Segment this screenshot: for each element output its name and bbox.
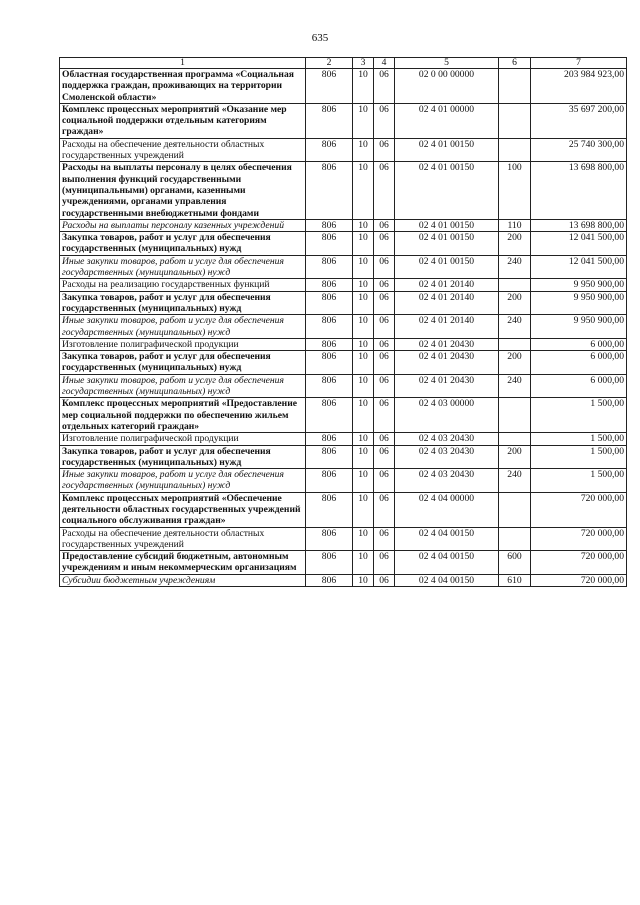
cell-name: Предоставление субсидий бюджетным, автономным учреждениям и иным некоммерческим организациям bbox=[60, 551, 306, 575]
cell-name: Закупка товаров, работ и услуг для обеспечения государственных (муниципальных) нужд bbox=[60, 291, 306, 315]
cell-ved: 806 bbox=[306, 279, 353, 291]
cell-rz: 10 bbox=[353, 232, 374, 256]
table-row bbox=[60, 551, 627, 575]
page-number: 635 bbox=[311, 32, 329, 44]
cell-rz: 10 bbox=[353, 374, 374, 398]
cell-rz: 10 bbox=[353, 255, 374, 279]
cell-csr: 02 4 01 20140 bbox=[395, 279, 499, 291]
cell-vr bbox=[499, 398, 531, 433]
cell-pr: 06 bbox=[374, 279, 395, 291]
table-row bbox=[60, 255, 627, 279]
cell-vr: 240 bbox=[499, 374, 531, 398]
budget-table bbox=[59, 57, 627, 587]
cell-ved: 806 bbox=[306, 255, 353, 279]
cell-rz: 10 bbox=[353, 398, 374, 433]
cell-pr: 06 bbox=[374, 527, 395, 551]
cell-rz: 10 bbox=[353, 69, 374, 104]
cell-vr bbox=[499, 103, 531, 138]
cell-pr: 06 bbox=[374, 338, 395, 350]
cell-ved: 806 bbox=[306, 574, 353, 586]
cell-vr: 200 bbox=[499, 445, 531, 469]
cell-pr: 06 bbox=[374, 469, 395, 493]
cell-csr: 02 0 00 00000 bbox=[395, 69, 499, 104]
cell-pr: 06 bbox=[374, 398, 395, 433]
cell-name: Расходы на выплаты персоналу казенных учреждений bbox=[60, 219, 306, 231]
cell-sum: 12 041 500,00 bbox=[531, 255, 627, 279]
cell-name: Иные закупки товаров, работ и услуг для обеспечения государственных (муниципальных) нужд bbox=[60, 315, 306, 339]
cell-pr: 06 bbox=[374, 138, 395, 162]
header-col-name: 1 bbox=[60, 58, 306, 69]
header-col-csr: 5 bbox=[395, 58, 499, 69]
cell-csr: 02 4 01 00150 bbox=[395, 232, 499, 256]
cell-csr: 02 4 01 20140 bbox=[395, 291, 499, 315]
cell-ved: 806 bbox=[306, 551, 353, 575]
cell-rz: 10 bbox=[353, 279, 374, 291]
table-row bbox=[60, 433, 627, 445]
cell-ved: 806 bbox=[306, 232, 353, 256]
cell-sum: 9 950 900,00 bbox=[531, 291, 627, 315]
cell-vr: 610 bbox=[499, 574, 531, 586]
cell-pr: 06 bbox=[374, 69, 395, 104]
cell-pr: 06 bbox=[374, 255, 395, 279]
cell-vr: 240 bbox=[499, 255, 531, 279]
cell-name: Комплекс процессных мероприятий «Предоставление мер социальной поддержки по обеспечению жильем отдельных категорий граждан» bbox=[60, 398, 306, 433]
cell-sum: 1 500,00 bbox=[531, 469, 627, 493]
cell-rz: 10 bbox=[353, 138, 374, 162]
header-col-rz: 3 bbox=[353, 58, 374, 69]
cell-sum: 1 500,00 bbox=[531, 445, 627, 469]
cell-rz: 10 bbox=[353, 445, 374, 469]
table-row bbox=[60, 232, 627, 256]
cell-csr: 02 4 01 00150 bbox=[395, 219, 499, 231]
cell-name: Иные закупки товаров, работ и услуг для обеспечения государственных (муниципальных) нужд bbox=[60, 469, 306, 493]
cell-pr: 06 bbox=[374, 162, 395, 219]
cell-name: Иные закупки товаров, работ и услуг для обеспечения государственных (муниципальных) нужд bbox=[60, 374, 306, 398]
cell-sum: 1 500,00 bbox=[531, 398, 627, 433]
table-row bbox=[60, 469, 627, 493]
cell-vr bbox=[499, 527, 531, 551]
cell-rz: 10 bbox=[353, 492, 374, 527]
cell-ved: 806 bbox=[306, 291, 353, 315]
cell-sum: 203 984 923,00 bbox=[531, 69, 627, 104]
cell-sum: 720 000,00 bbox=[531, 551, 627, 575]
cell-rz: 10 bbox=[353, 469, 374, 493]
cell-vr: 200 bbox=[499, 232, 531, 256]
cell-ved: 806 bbox=[306, 433, 353, 445]
cell-csr: 02 4 04 00150 bbox=[395, 574, 499, 586]
cell-ved: 806 bbox=[306, 351, 353, 375]
cell-pr: 06 bbox=[374, 103, 395, 138]
cell-sum: 13 698 800,00 bbox=[531, 219, 627, 231]
cell-csr: 02 4 03 20430 bbox=[395, 445, 499, 469]
cell-name: Расходы на выплаты персоналу в целях обеспечения выполнения функций государственными (муниципальными) органами, казенными учреждениями, органами управления государственными внебюджетными фондами bbox=[60, 162, 306, 219]
cell-sum: 720 000,00 bbox=[531, 492, 627, 527]
cell-pr: 06 bbox=[374, 232, 395, 256]
header-col-ved: 2 bbox=[306, 58, 353, 69]
table-row bbox=[60, 351, 627, 375]
table-row bbox=[60, 291, 627, 315]
cell-sum: 720 000,00 bbox=[531, 527, 627, 551]
cell-csr: 02 4 04 00000 bbox=[395, 492, 499, 527]
cell-csr: 02 4 04 00150 bbox=[395, 527, 499, 551]
cell-ved: 806 bbox=[306, 162, 353, 219]
cell-vr: 110 bbox=[499, 219, 531, 231]
cell-vr bbox=[499, 338, 531, 350]
cell-rz: 10 bbox=[353, 219, 374, 231]
cell-ved: 806 bbox=[306, 103, 353, 138]
cell-csr: 02 4 03 20430 bbox=[395, 469, 499, 493]
table-row bbox=[60, 574, 627, 586]
table-row bbox=[60, 162, 627, 219]
cell-name: Изготовление полиграфической продукции bbox=[60, 433, 306, 445]
cell-csr: 02 4 03 00000 bbox=[395, 398, 499, 433]
cell-csr: 02 4 01 00150 bbox=[395, 162, 499, 219]
cell-csr: 02 4 01 20430 bbox=[395, 351, 499, 375]
cell-rz: 10 bbox=[353, 351, 374, 375]
cell-name: Закупка товаров, работ и услуг для обеспечения государственных (муниципальных) нужд bbox=[60, 445, 306, 469]
cell-sum: 720 000,00 bbox=[531, 574, 627, 586]
cell-pr: 06 bbox=[374, 351, 395, 375]
cell-ved: 806 bbox=[306, 398, 353, 433]
cell-pr: 06 bbox=[374, 291, 395, 315]
cell-vr: 600 bbox=[499, 551, 531, 575]
cell-vr: 240 bbox=[499, 315, 531, 339]
table-body bbox=[60, 69, 627, 587]
cell-pr: 06 bbox=[374, 492, 395, 527]
cell-csr: 02 4 01 20430 bbox=[395, 374, 499, 398]
cell-rz: 10 bbox=[353, 291, 374, 315]
cell-rz: 10 bbox=[353, 527, 374, 551]
cell-name: Закупка товаров, работ и услуг для обеспечения государственных (муниципальных) нужд bbox=[60, 351, 306, 375]
cell-csr: 02 4 01 20140 bbox=[395, 315, 499, 339]
cell-csr: 02 4 01 00150 bbox=[395, 255, 499, 279]
table-row bbox=[60, 279, 627, 291]
cell-rz: 10 bbox=[353, 551, 374, 575]
table-row bbox=[60, 492, 627, 527]
cell-sum: 35 697 200,00 bbox=[531, 103, 627, 138]
table-row bbox=[60, 138, 627, 162]
cell-vr: 200 bbox=[499, 291, 531, 315]
table-row bbox=[60, 374, 627, 398]
cell-rz: 10 bbox=[353, 103, 374, 138]
cell-pr: 06 bbox=[374, 219, 395, 231]
cell-vr bbox=[499, 433, 531, 445]
cell-name: Расходы на обеспечение деятельности областных государственных учреждений bbox=[60, 138, 306, 162]
cell-rz: 10 bbox=[353, 162, 374, 219]
table-row bbox=[60, 69, 627, 104]
cell-sum: 6 000,00 bbox=[531, 374, 627, 398]
cell-csr: 02 4 01 20430 bbox=[395, 338, 499, 350]
cell-sum: 9 950 900,00 bbox=[531, 279, 627, 291]
cell-name: Расходы на обеспечение деятельности областных государственных учреждений bbox=[60, 527, 306, 551]
cell-rz: 10 bbox=[353, 574, 374, 586]
cell-ved: 806 bbox=[306, 469, 353, 493]
cell-csr: 02 4 04 00150 bbox=[395, 551, 499, 575]
table-row bbox=[60, 445, 627, 469]
cell-ved: 806 bbox=[306, 219, 353, 231]
header-col-pr: 4 bbox=[374, 58, 395, 69]
table-row bbox=[60, 527, 627, 551]
cell-rz: 10 bbox=[353, 315, 374, 339]
table-row bbox=[60, 398, 627, 433]
cell-sum: 25 740 300,00 bbox=[531, 138, 627, 162]
cell-rz: 10 bbox=[353, 433, 374, 445]
cell-name: Комплекс процессных мероприятий «Обеспечение деятельности областных государственных учреждений социального обслуживания граждан» bbox=[60, 492, 306, 527]
cell-sum: 6 000,00 bbox=[531, 338, 627, 350]
cell-pr: 06 bbox=[374, 445, 395, 469]
cell-ved: 806 bbox=[306, 445, 353, 469]
cell-csr: 02 4 03 20430 bbox=[395, 433, 499, 445]
cell-name: Изготовление полиграфической продукции bbox=[60, 338, 306, 350]
cell-name: Иные закупки товаров, работ и услуг для обеспечения государственных (муниципальных) нужд bbox=[60, 255, 306, 279]
header-col-vr: 6 bbox=[499, 58, 531, 69]
cell-vr bbox=[499, 138, 531, 162]
cell-ved: 806 bbox=[306, 315, 353, 339]
header-row bbox=[60, 58, 627, 69]
cell-name: Расходы на реализацию государственных функций bbox=[60, 279, 306, 291]
cell-name: Субсидии бюджетным учреждениям bbox=[60, 574, 306, 586]
header-col-sum: 7 bbox=[531, 58, 627, 69]
cell-vr: 100 bbox=[499, 162, 531, 219]
cell-vr: 240 bbox=[499, 469, 531, 493]
cell-pr: 06 bbox=[374, 551, 395, 575]
table-row bbox=[60, 219, 627, 231]
cell-name: Комплекс процессных мероприятий «Оказание мер социальной поддержки отдельным категориям граждан» bbox=[60, 103, 306, 138]
cell-sum: 1 500,00 bbox=[531, 433, 627, 445]
cell-rz: 10 bbox=[353, 338, 374, 350]
cell-sum: 13 698 800,00 bbox=[531, 162, 627, 219]
cell-sum: 12 041 500,00 bbox=[531, 232, 627, 256]
cell-sum: 9 950 900,00 bbox=[531, 315, 627, 339]
cell-ved: 806 bbox=[306, 338, 353, 350]
cell-vr bbox=[499, 492, 531, 527]
table-row bbox=[60, 103, 627, 138]
cell-csr: 02 4 01 00000 bbox=[395, 103, 499, 138]
cell-name: Областная государственная программа «Социальная поддержка граждан, проживающих на территории Смоленской области» bbox=[60, 69, 306, 104]
cell-pr: 06 bbox=[374, 374, 395, 398]
cell-sum: 6 000,00 bbox=[531, 351, 627, 375]
cell-vr bbox=[499, 69, 531, 104]
cell-csr: 02 4 01 00150 bbox=[395, 138, 499, 162]
cell-pr: 06 bbox=[374, 574, 395, 586]
table-row bbox=[60, 315, 627, 339]
table-row bbox=[60, 338, 627, 350]
cell-vr bbox=[499, 279, 531, 291]
cell-ved: 806 bbox=[306, 138, 353, 162]
cell-ved: 806 bbox=[306, 492, 353, 527]
cell-vr: 200 bbox=[499, 351, 531, 375]
cell-pr: 06 bbox=[374, 315, 395, 339]
cell-ved: 806 bbox=[306, 69, 353, 104]
cell-ved: 806 bbox=[306, 527, 353, 551]
cell-name: Закупка товаров, работ и услуг для обеспечения государственных (муниципальных) нужд bbox=[60, 232, 306, 256]
cell-pr: 06 bbox=[374, 433, 395, 445]
cell-ved: 806 bbox=[306, 374, 353, 398]
